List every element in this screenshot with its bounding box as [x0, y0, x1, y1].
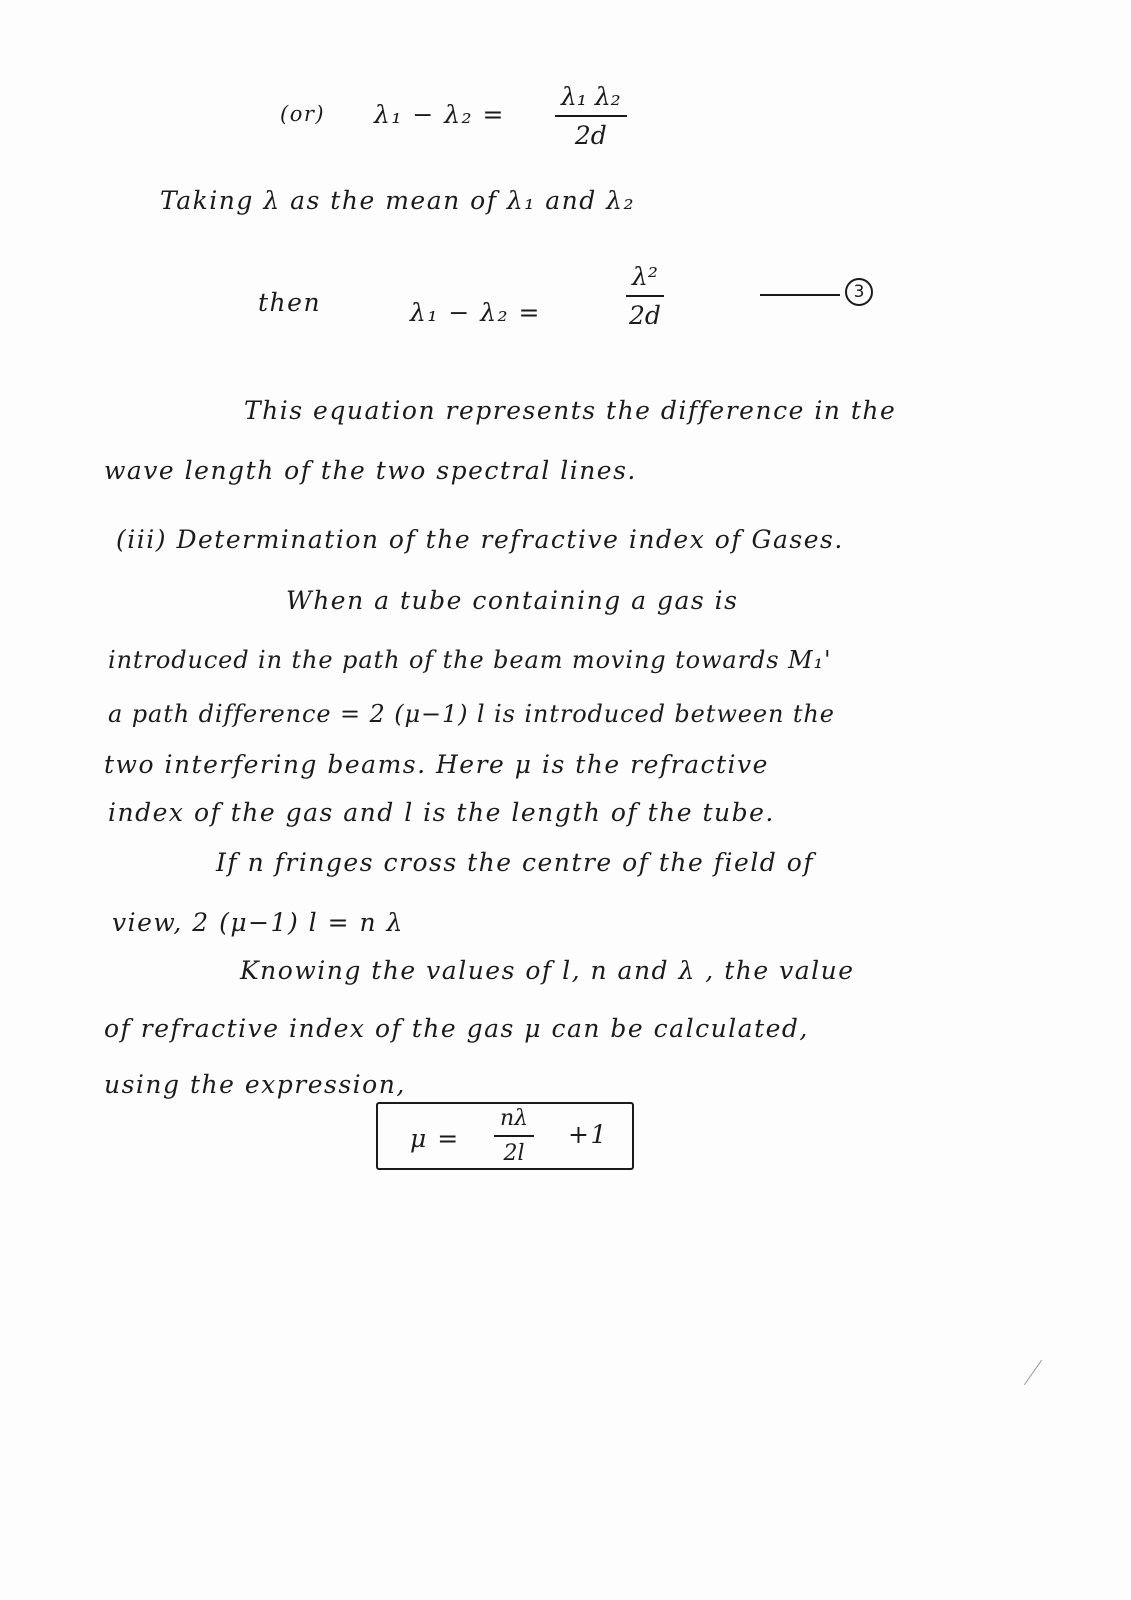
eq3-lhs: λ₁ − λ₂ = — [410, 298, 541, 327]
final-eq-numerator: nλ — [494, 1106, 534, 1137]
section-line10: using the expression, — [104, 1070, 406, 1099]
section-line6: If n fringes cross the centre of the field of — [216, 848, 815, 877]
eq3-number-circle: 3 — [845, 278, 873, 306]
section-line5: index of the gas and l is the length of the tube. — [108, 798, 775, 827]
eq-alt-lhs: λ₁ − λ₂ = — [374, 100, 505, 129]
eq-alt-numerator: λ₁ λ₂ — [555, 82, 627, 117]
eq3-numerator: λ² — [626, 262, 664, 297]
section-line7: view, 2 (μ−1) l = n λ — [112, 908, 404, 937]
eq-alt-denominator: 2d — [574, 121, 607, 150]
eq-alt-prefix: (or) — [280, 102, 326, 126]
eq3-denominator: 2d — [628, 301, 661, 330]
eq3-leader-line — [760, 294, 840, 296]
final-eq-denominator: 2l — [503, 1141, 525, 1166]
eq3-prefix: then — [258, 288, 322, 317]
section-line1: When a tube containing a gas is — [286, 586, 739, 615]
section-line9: of refractive index of the gas μ can be calculated, — [104, 1014, 809, 1043]
scan-mark — [1024, 1360, 1042, 1385]
section-line2: introduced in the path of the beam moving towards M₁' — [108, 646, 832, 674]
section-heading: (iii) Determination of the refractive index of Gases. — [116, 525, 844, 554]
final-eq-rhs: +1 — [568, 1120, 608, 1149]
eq3-fraction — [626, 262, 664, 330]
section-line8: Knowing the values of l, n and λ , the value — [240, 956, 855, 985]
para1-line2: wave length of the two spectral lines. — [104, 456, 637, 485]
section-line3: a path difference = 2 (μ−1) l is introduced between the — [108, 700, 835, 728]
final-eq-fraction — [494, 1106, 534, 1166]
taking-line: Taking λ as the mean of λ₁ and λ₂ — [160, 186, 636, 215]
eq-alt-fraction — [555, 82, 627, 150]
section-line4: two interfering beams. Here μ is the refractive — [104, 750, 769, 779]
para1-line1: This equation represents the difference in the — [244, 396, 897, 425]
final-eq-lhs: μ = — [410, 1124, 460, 1153]
